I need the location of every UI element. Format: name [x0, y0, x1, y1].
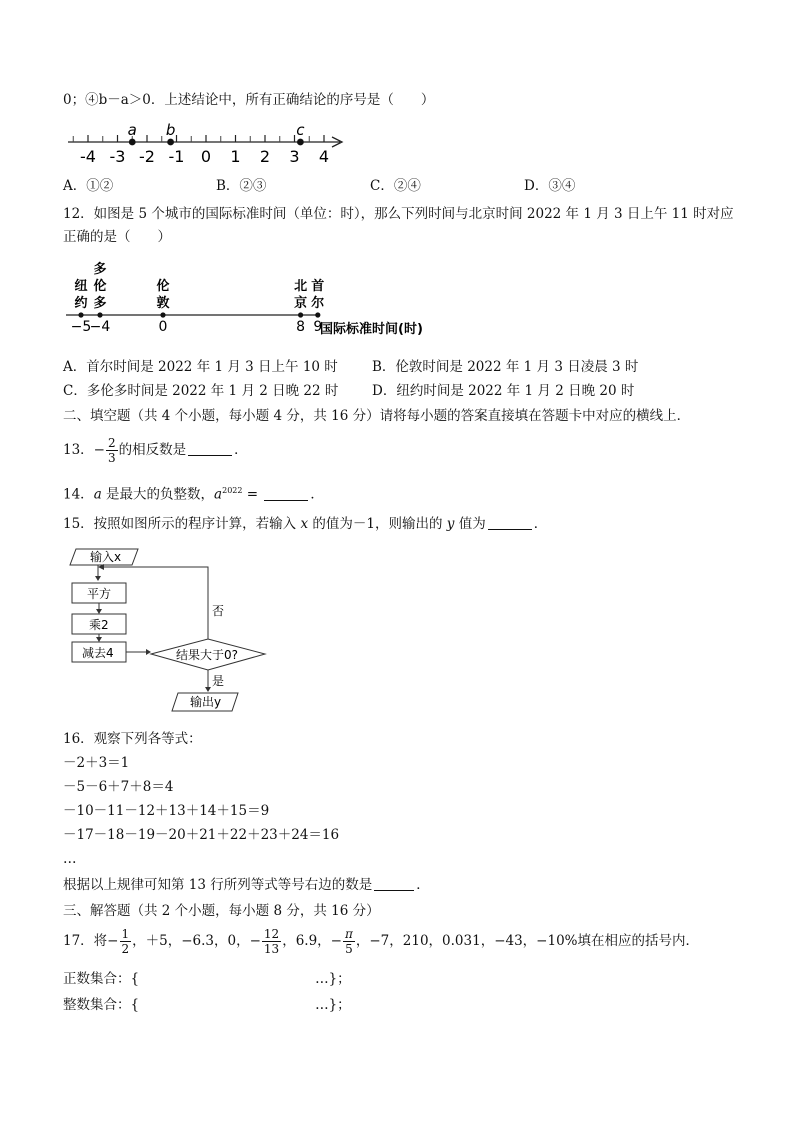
q17-integer-set [63, 996, 351, 1014]
q15-var-y: y [446, 516, 455, 532]
q14-mid: 是最大的负整数， [101, 486, 215, 503]
flow-input: 输入x [90, 550, 122, 564]
q12-city-char: 北 [294, 279, 308, 294]
q14-answer-blank[interactable] [264, 487, 308, 501]
q16-row-5: … [63, 851, 77, 867]
q12-tick-label: 8 [296, 319, 306, 335]
flow-decision: 结果大于0? [176, 648, 239, 662]
q11-option-c: C．②④ [370, 178, 421, 194]
q15-text-c: 值为 [454, 516, 486, 532]
q12-option-b: B．伦敦时间是 2022 年 1 月 3 日凌晨 3 时 [372, 359, 639, 375]
q13-end: ． [234, 442, 248, 458]
q11-option-a: A．①② [63, 178, 114, 194]
q14-var2: a [214, 486, 223, 503]
q12-tick-label: 0 [158, 319, 168, 335]
q14 [63, 482, 324, 504]
q17-mid1: ，＋5，−6.3，0，− [132, 933, 261, 949]
flow-step1: 平方 [87, 587, 112, 601]
q15-text-a: 15．按照如图所示的程序计算，若输入 [63, 516, 301, 532]
q12-city-char: 纽 [74, 279, 88, 294]
q12-axis-label: 国际标准时间(时) [320, 322, 423, 337]
q17-positive-set [63, 970, 351, 988]
q16-row-4: －17－18－19－20＋21＋22＋23＋24＝16 [63, 827, 340, 843]
q15-answer-blank[interactable] [488, 516, 532, 530]
flow-yes: 是 [212, 674, 225, 688]
q12-stem-line2: 正确的是（ ） [63, 229, 171, 245]
q12-city-char: 尔 [311, 296, 325, 311]
q12-city-char: 伦 [93, 279, 107, 294]
q17-set1-end: …}； [315, 971, 351, 987]
q11-point-b [167, 139, 174, 146]
q11-tick-label: 2 [259, 147, 271, 166]
q13-fraction [106, 436, 118, 465]
q11-tick-label: -3 [109, 147, 126, 166]
q13-answer-blank[interactable] [188, 442, 232, 456]
q13 [63, 436, 248, 465]
q13-frac-num: 2 [108, 436, 116, 450]
q12-option-d: D．纽约时间是 2022 年 1 月 2 日晚 20 时 [372, 383, 635, 399]
q12-city-char: 敦 [156, 296, 170, 311]
q12-city-char: 多 [93, 296, 107, 311]
q12-stem-line1: 12．如图是 5 个城市的国际标准时间（单位：时），那么下列时间与北京时间 2022 年 1 月 3 日上午 11 时对应 [63, 206, 734, 222]
q14-prefix: 14． [63, 486, 94, 503]
q17-set2-label: 整数集合：{ [63, 997, 140, 1013]
q11-tick-label: -4 [80, 147, 96, 166]
q12-option-a: A．首尔时间是 2022 年 1 月 3 日上午 10 时 [63, 359, 338, 375]
q12-city-dot [298, 312, 303, 317]
q11-option-d: D．③④ [524, 178, 576, 194]
q12-city-char: 约 [74, 296, 88, 311]
q11-point-c [297, 139, 304, 146]
q11-tick-label: 1 [230, 147, 241, 166]
q12-city-dot [160, 312, 165, 317]
q14-var: a [93, 486, 102, 503]
q17-frac-3 [343, 927, 355, 956]
q17-frac-3-num: π [344, 927, 353, 941]
q13-frac-den: 3 [108, 451, 116, 465]
q12-city-dot [78, 312, 83, 317]
q15-text-b: 的值为－1，则输出的 [308, 516, 447, 532]
q12-city-dot [315, 312, 320, 317]
q11-tick-label: -1 [168, 147, 185, 166]
q15-flowchart [62, 543, 272, 718]
q16-ask-text: 根据以上规律可知第 13 行所列等式等号右边的数是 [63, 877, 373, 893]
q13-suffix: 的相反数是 [118, 442, 187, 458]
q12-tick-label: −4 [89, 319, 111, 335]
q17-mid2: ，6.9，− [282, 933, 342, 949]
q12-city-char: 伦 [156, 279, 170, 294]
q16-row-1: －2＋3＝1 [63, 755, 130, 771]
section3-heading: 三、解答题（共 2 个小题，每小题 8 分，共 16 分） [63, 903, 380, 919]
q17-frac-2-num: 12 [263, 927, 280, 941]
q11-tick-label: 0 [200, 147, 212, 166]
q12-city-char: 首 [311, 279, 325, 294]
q16-answer-blank[interactable] [374, 877, 414, 891]
q17-set1-label: 正数集合：{ [63, 971, 140, 987]
q12-tick-label: 9 [313, 319, 323, 335]
flow-step3: 减去4 [82, 646, 114, 660]
q11-tick-label: 3 [289, 147, 300, 166]
section2-heading: 二、填空题（共 4 个小题，每小题 4 分，共 16 分）请将每小题的答案直接填在答题卡中对应的横线上． [63, 408, 691, 424]
q12-city-dot [97, 312, 102, 317]
q13-prefix: 13．− [63, 442, 105, 458]
q14-end: ． [310, 486, 324, 503]
q14-exponent: 2022 [222, 486, 243, 495]
q11-number-line [62, 120, 352, 168]
q12-option-c: C．多伦多时间是 2022 年 1 月 2 日晚 22 时 [63, 383, 339, 399]
q17-frac-2-den: 13 [263, 942, 280, 956]
q17-stem [63, 925, 699, 957]
q14-eq: = [242, 486, 263, 503]
q12-city-char: 京 [294, 296, 308, 311]
q12-timezone-line [62, 256, 462, 338]
q16-end: ． [416, 877, 430, 893]
flow-no: 否 [212, 604, 225, 618]
q17-frac-3-den: 5 [345, 942, 353, 956]
q16-intro: 16．观察下列各等式： [63, 731, 202, 747]
q11-tick-label: -2 [139, 147, 155, 166]
q11-point-a [129, 139, 136, 146]
q17-frac-1 [120, 927, 132, 956]
q16-row-3: －10－11－12＋13＋14＋15＝9 [63, 803, 270, 819]
q12-city-char: 多 [93, 262, 107, 277]
q11-tail: 0；④b－a＞0．上述结论中，所有正确结论的序号是（ ） [63, 92, 435, 108]
q11-point-label-c: c [296, 121, 305, 139]
q11-option-b: B．②③ [216, 178, 267, 194]
flow-output: 输出y [190, 695, 222, 709]
q17-frac-1-den: 2 [121, 942, 130, 956]
q11-tick-label: 4 [318, 147, 330, 166]
q15-stem [63, 515, 547, 533]
q17-pre: 17．将− [63, 933, 119, 949]
q17-post: ，−7，210，0.031，−43，−10%填在相应的括号内． [355, 933, 699, 949]
q11-point-label-a: a [127, 121, 137, 139]
q17-frac-1-num: 1 [121, 927, 130, 941]
q15-var-x: x [300, 516, 309, 532]
q16-row-2: －5－6＋7＋8＝4 [63, 779, 174, 795]
q15-end: ． [533, 516, 548, 532]
q16-ask [63, 876, 430, 894]
flow-step2: 乘2 [89, 618, 109, 632]
q17-frac-2 [262, 927, 281, 956]
q11-point-label-b: b [165, 121, 176, 139]
q17-set2-end: …}； [315, 997, 351, 1013]
q12-tick-label: −5 [70, 319, 92, 335]
